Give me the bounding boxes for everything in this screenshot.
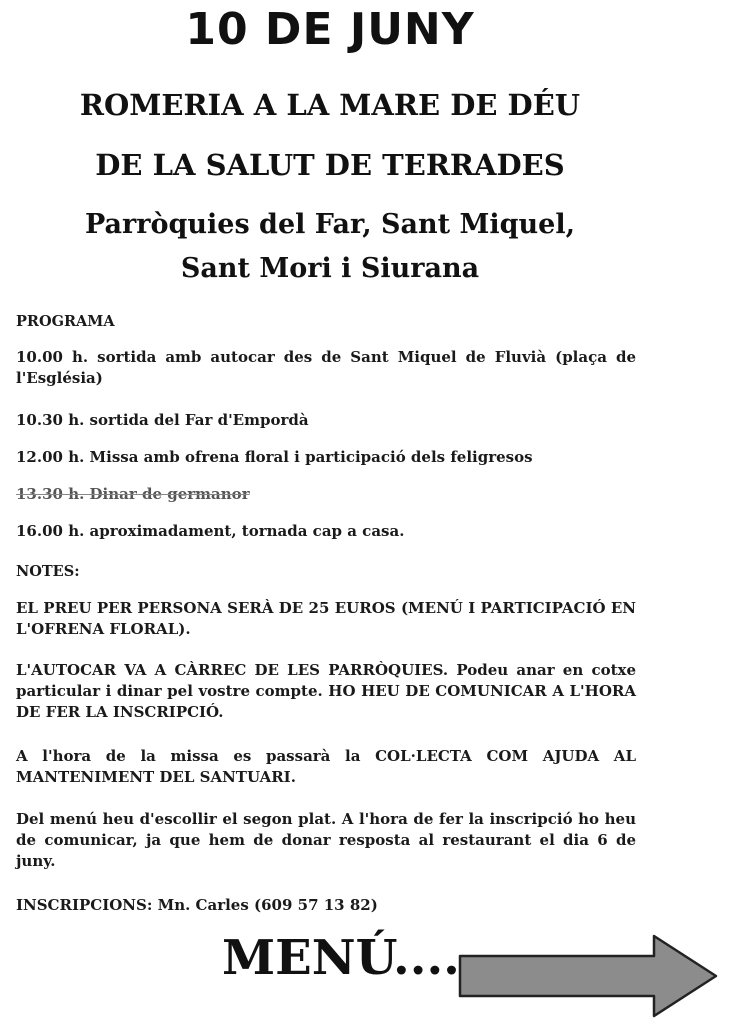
note-paragraph: A l'hora de la missa es passarà la COL·LECTA COM AJUDA AL MANTENIMENT DEL SANTUARI. bbox=[16, 747, 636, 786]
event-date: 10 DE JUNY bbox=[185, 4, 475, 55]
programa-item: 16.00 h. aproximadament, tornada cap a casa. bbox=[16, 522, 405, 540]
parishes-line-2: Sant Mori i Siurana bbox=[180, 253, 480, 284]
programa-heading: PROGRAMA bbox=[16, 313, 115, 330]
programa-item: 13.30 h. Dinar de germanor bbox=[16, 485, 250, 503]
note-paragraph: EL PREU PER PERSONA SERÀ DE 25 EUROS (MENÚ I PARTICIPACIÓ EN L'OFRENA FLORAL). bbox=[16, 599, 636, 638]
event-title-line-1: ROMERIA A LA MARE DE DÉU bbox=[79, 88, 581, 122]
note-paragraph: Del menú heu d'escollir el segon plat. A l'hora de fer la inscripció ho heu de comunicar, ja que hem de donar resposta al restaurant el dia 6 de juny. bbox=[16, 810, 636, 870]
event-title-line-2: DE LA SALUT DE TERRADES bbox=[95, 148, 565, 182]
programa-item: 10.30 h. sortida del Far d'Empordà bbox=[16, 411, 309, 429]
inscripcions-contact: INSCRIPCIONS: Mn. Carles (609 57 13 82) bbox=[16, 896, 378, 914]
parishes-line-1: Parròquies del Far, Sant Miquel, bbox=[84, 209, 576, 240]
note-paragraph: L'AUTOCAR VA A CÀRREC DE LES PARRÒQUIES. Podeu anar en cotxe particular i dinar pel vostre compte. HO HEU DE COMUNICAR A L'HORA DE FER LA INSCRIPCIÓ. bbox=[16, 661, 636, 721]
programa-item: 12.00 h. Missa amb ofrena floral i participació dels feligresos bbox=[16, 448, 533, 466]
notes-heading: NOTES: bbox=[16, 563, 80, 580]
menu-heading: MENÚ.... bbox=[222, 930, 460, 986]
right-arrow-icon bbox=[458, 934, 720, 1018]
programa-item: 10.00 h. sortida amb autocar des de Sant Miquel de Fluvià (plaça de l'Església) bbox=[16, 348, 636, 387]
